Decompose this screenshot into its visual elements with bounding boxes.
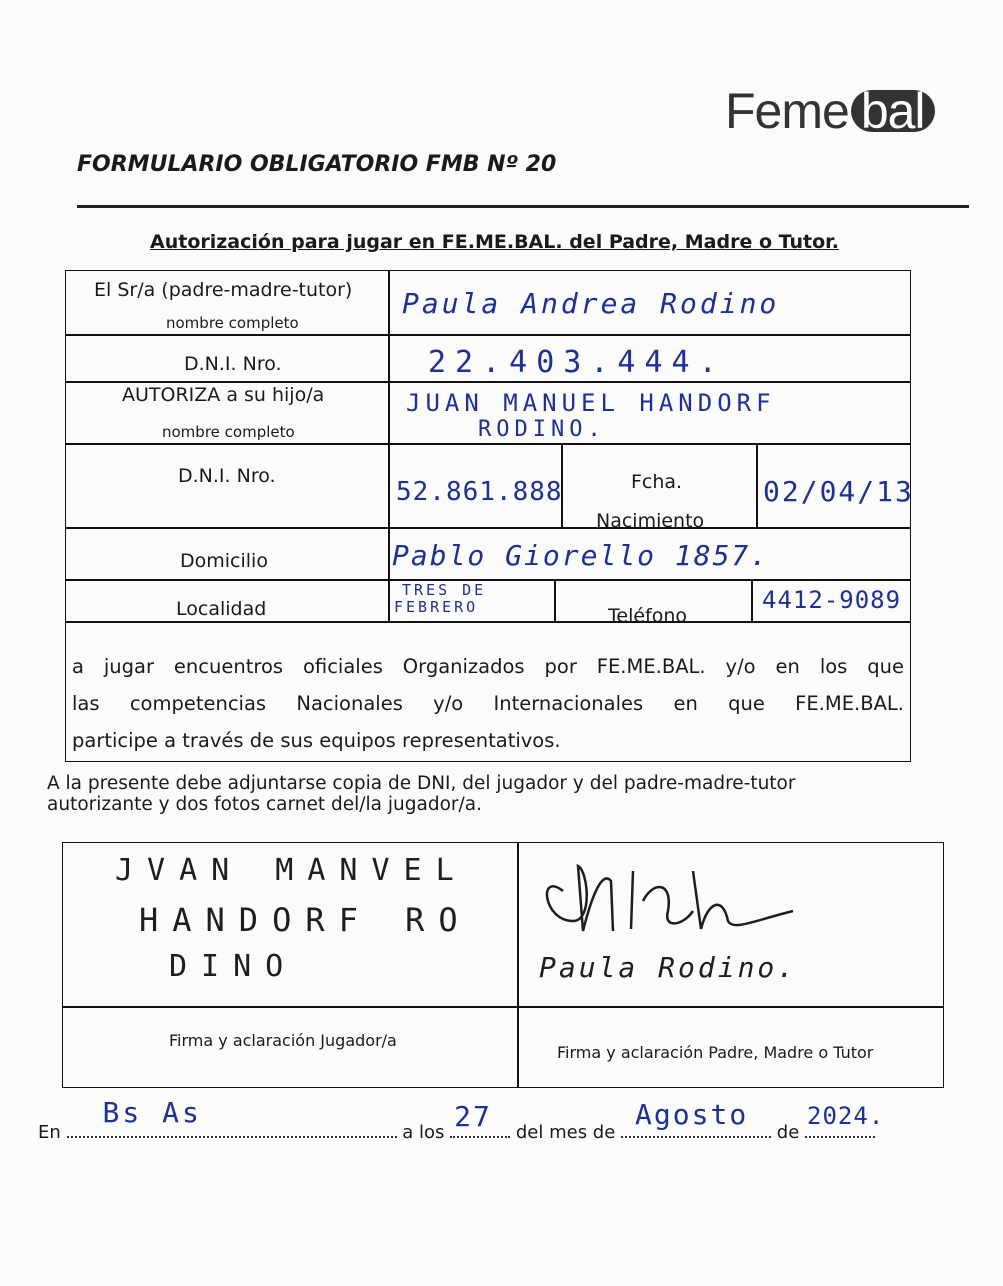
table-divider xyxy=(66,579,910,581)
attachment-note xyxy=(47,773,907,815)
form-title: FORMULARIO OBLIGATORIO FMB Nº 20 xyxy=(77,152,557,177)
table-divider xyxy=(388,271,390,621)
authorization-body xyxy=(72,648,904,759)
body-line: las competencias Nacionales y/o Internacionales en que FE.ME.BAL. xyxy=(72,692,904,715)
player-name-handwritten-line2[interactable]: HANDORF RO xyxy=(139,901,472,939)
table-divider xyxy=(66,621,910,623)
day-value[interactable]: 27 xyxy=(454,1100,492,1133)
player-signature-caption: Firma y aclaración Jugador/a xyxy=(169,1031,397,1050)
form-subtitle: Autorización para jugar en FE.ME.BAL. del Padre, Madre o Tutor. xyxy=(150,231,840,253)
place-field[interactable] xyxy=(67,1096,397,1143)
de-label: de xyxy=(776,1122,800,1143)
note-line: A la presente debe adjuntarse copia de DNI, del jugador y del padre-madre-tutor xyxy=(47,773,796,794)
child-dni-label: D.N.I. Nro. xyxy=(178,465,276,487)
day-field[interactable] xyxy=(450,1100,510,1143)
phone-value[interactable]: 4412-9089 xyxy=(762,586,902,614)
logo-pill-text: bal xyxy=(851,90,935,132)
player-name-handwritten-line3[interactable]: DINO xyxy=(169,949,298,984)
table-divider xyxy=(66,334,910,336)
table-divider xyxy=(756,443,758,527)
month-value[interactable]: Agosto xyxy=(635,1098,749,1131)
logo-main-text: Feme xyxy=(725,83,849,139)
phone-label: Teléfono xyxy=(608,605,688,627)
address-label: Domicilio xyxy=(180,550,268,572)
table-divider xyxy=(517,843,519,1087)
child-name-sublabel: nombre completo xyxy=(162,423,295,441)
parent-signature-scribble[interactable] xyxy=(533,851,833,941)
player-name-handwritten-line1[interactable]: JVAN MANVEL xyxy=(115,853,468,888)
parent-name-handwritten[interactable]: Paula Rodino. xyxy=(539,951,798,984)
table-divider xyxy=(751,579,753,621)
city-value-line1[interactable]: TRES DE xyxy=(402,581,487,599)
table-divider xyxy=(554,579,556,621)
femebal-logo xyxy=(725,82,935,140)
table-divider xyxy=(66,527,910,529)
title-divider xyxy=(77,205,969,208)
child-dni-value[interactable]: 52.861.888 xyxy=(396,477,563,507)
en-label: En xyxy=(38,1122,61,1143)
parent-signature-caption: Firma y aclaración Padre, Madre o Tutor xyxy=(557,1043,874,1062)
city-label: Localidad xyxy=(176,598,267,620)
body-line: participe a través de sus equipos representativos. xyxy=(72,729,561,752)
birth-date-label-2: Nacimiento xyxy=(596,510,705,532)
parent-name-label: El Sr/a (padre-madre-tutor) xyxy=(94,279,353,301)
table-divider xyxy=(66,381,910,383)
parent-name-value[interactable]: Paula Andrea Rodino xyxy=(402,287,780,320)
a-los-label: a los xyxy=(402,1122,445,1143)
year-value[interactable]: 2024. xyxy=(807,1102,885,1130)
child-name-value-line1[interactable]: JUAN MANUEL HANDORF xyxy=(406,389,776,417)
month-field[interactable] xyxy=(621,1098,771,1143)
parent-dni-label: D.N.I. Nro. xyxy=(184,353,282,375)
place-value[interactable]: Bs As xyxy=(102,1096,202,1129)
table-divider xyxy=(63,1006,943,1008)
parent-dni-value[interactable]: 22.403.444. xyxy=(428,345,726,380)
parent-name-sublabel: nombre completo xyxy=(166,314,299,332)
body-line: a jugar encuentros oficiales Organizados por FE.ME.BAL. y/o en los que xyxy=(72,655,904,678)
city-value-line2[interactable]: FEBRERO xyxy=(394,598,479,616)
mes-label: del mes de xyxy=(515,1122,616,1143)
child-name-label: AUTORIZA a su hijo/a xyxy=(122,384,325,406)
address-value[interactable]: Pablo Giorello 1857. xyxy=(392,539,770,572)
year-field[interactable] xyxy=(805,1102,885,1143)
place-date-line xyxy=(38,1096,885,1143)
birth-date-value[interactable]: 02/04/13 xyxy=(763,475,914,508)
table-divider xyxy=(66,443,910,445)
child-name-value-line2[interactable]: RODINO. xyxy=(478,417,606,442)
birth-date-label-1: Fcha. xyxy=(631,471,683,493)
note-line: autorizante y dos fotos carnet del/la jugador/a. xyxy=(47,794,482,815)
signatures-table xyxy=(62,842,944,1088)
